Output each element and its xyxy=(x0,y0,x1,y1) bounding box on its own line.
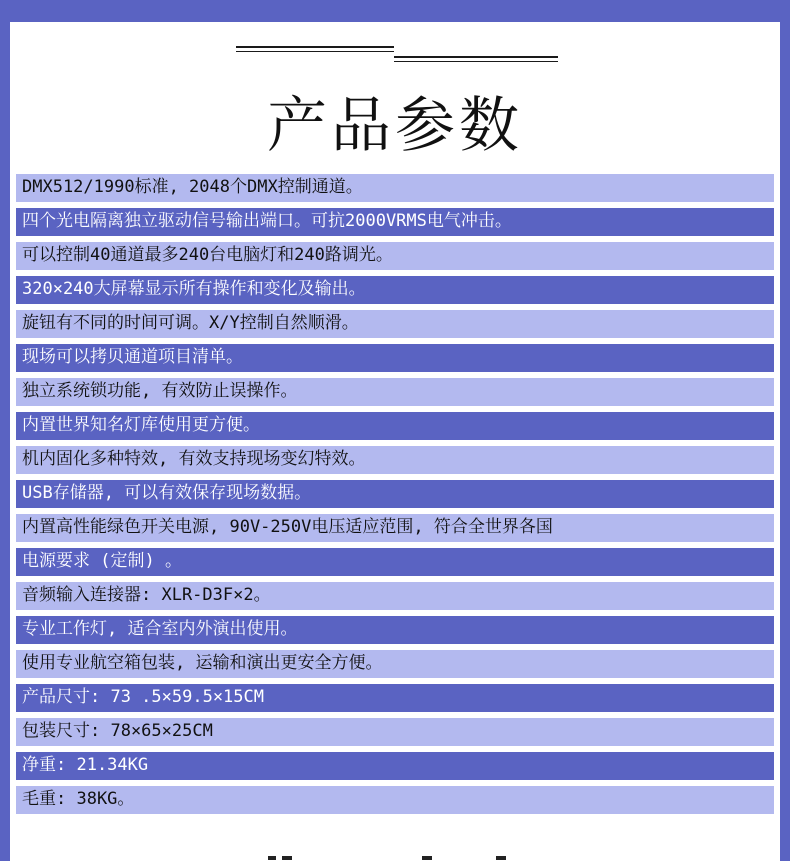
cropped-bottom-text-fragment xyxy=(10,856,780,861)
spec-row: 毛重: 38KG。 xyxy=(16,786,774,814)
spec-panel xyxy=(10,22,780,861)
spec-row: 旋钮有不同的时间可调。X/Y控制自然顺滑。 xyxy=(16,310,774,338)
spec-row: 内置高性能绿色开关电源, 90V-250V电压适应范围, 符合全世界各国 xyxy=(16,514,774,542)
spec-row: DMX512/1990标准, 2048个DMX控制通道。 xyxy=(16,174,774,202)
spec-row: 现场可以拷贝通道项目清单。 xyxy=(16,344,774,372)
spec-row: 内置世界知名灯库使用更方便。 xyxy=(16,412,774,440)
spec-list xyxy=(16,174,774,820)
spec-row: 净重: 21.34KG xyxy=(16,752,774,780)
spec-row: 可以控制40通道最多240台电脑灯和240路调光。 xyxy=(16,242,774,270)
spec-row: 产品尺寸: 73 .5×59.5×15CM xyxy=(16,684,774,712)
spec-row: 音频输入连接器: XLR-D3F×2。 xyxy=(16,582,774,610)
spec-row: 包装尺寸: 78×65×25CM xyxy=(16,718,774,746)
spec-row: 电源要求 (定制) 。 xyxy=(16,548,774,576)
spec-row: 320×240大屏幕显示所有操作和变化及输出。 xyxy=(16,276,774,304)
spec-row: 机内固化多种特效, 有效支持现场变幻特效。 xyxy=(16,446,774,474)
page-title: 产品参数 xyxy=(267,91,523,161)
spec-row: 专业工作灯, 适合室内外演出使用。 xyxy=(16,616,774,644)
spec-row: USB存储器, 可以有效保存现场数据。 xyxy=(16,480,774,508)
spec-row: 使用专业航空箱包装, 运输和演出更安全方便。 xyxy=(16,650,774,678)
spec-row: 四个光电隔离独立驱动信号输出端口。可抗2000VRMS电气冲击。 xyxy=(16,208,774,236)
spec-row: 独立系统锁功能, 有效防止误操作。 xyxy=(16,378,774,406)
title-decoration-lines xyxy=(236,46,558,66)
